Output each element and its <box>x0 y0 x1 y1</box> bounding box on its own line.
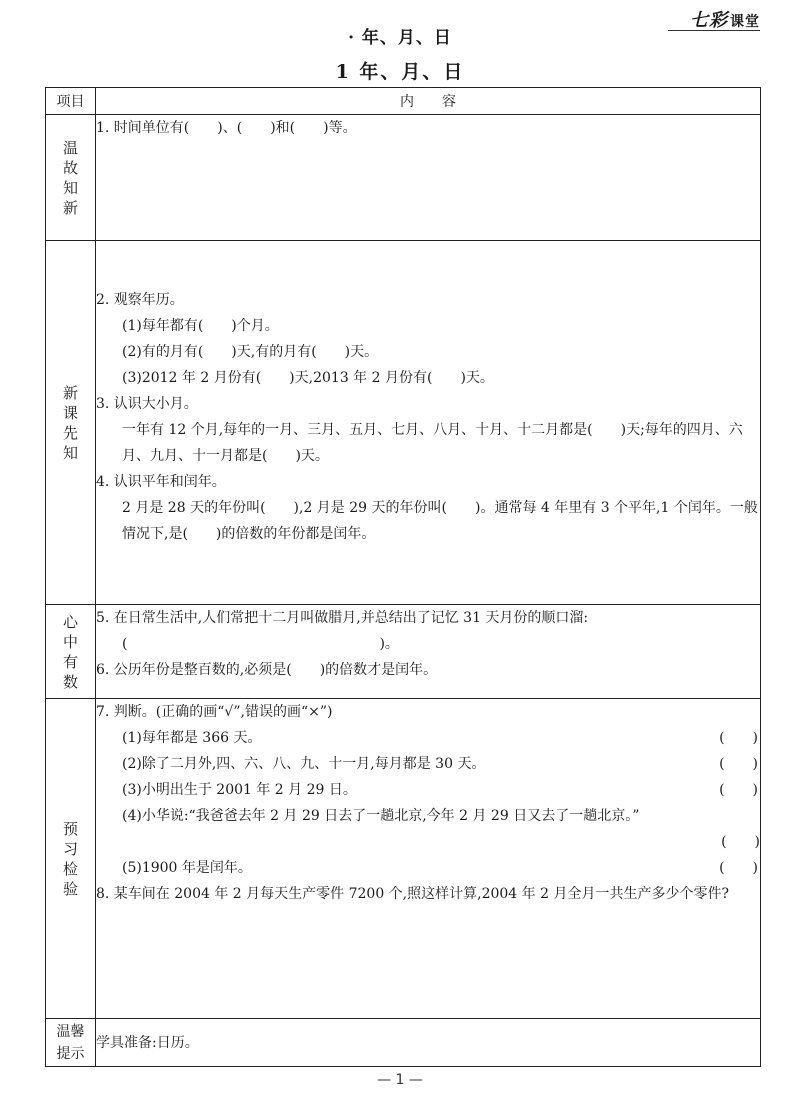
section-check <box>46 699 761 1019</box>
section-label-mind: 心中有数 <box>62 612 78 691</box>
judge-text-3: (3)小明出生于 2001 年 2 月 29 日。 <box>122 782 357 798</box>
table-header-row <box>46 88 761 115</box>
question-5-blank: ( )。 <box>122 636 399 652</box>
preview-content <box>96 241 761 605</box>
page-number: — 1 — <box>377 1072 423 1088</box>
section-label-check: 预习检验 <box>62 819 78 898</box>
mind-content <box>96 605 761 699</box>
tips-text: 学具准备:日历。 <box>96 1034 199 1051</box>
question-2-3: (3)2012 年 2 月份有( )天,2013 年 2 月份有( )天。 <box>122 370 494 386</box>
header-content: 内 容 <box>96 88 761 115</box>
section-mind <box>46 605 761 699</box>
judge-item-5 <box>96 855 760 881</box>
worksheet-table <box>45 87 761 1067</box>
judge-text-4: (4)小华说:“我爸爸去年 2 月 29 日去了一趟北京,今年 2 月 29 日又去了一趟北京。” <box>122 808 640 824</box>
section-label-tips: 温馨提示 <box>56 1023 85 1062</box>
question-7: 7. 判断。(正确的画“√”,错误的画“×”) <box>96 704 333 720</box>
judge-item-1 <box>96 725 760 751</box>
question-8: 8. 某车间在 2004 年 2 月每天生产零件 7200 个,照这样计算,2004 年 2 月全月一共生产多少个零件? <box>96 886 729 902</box>
brand-script: 七彩 <box>690 10 728 31</box>
question-2-1: (1)每年都有( )个月。 <box>122 318 279 334</box>
judge-text-2: (2)除了二月外,四、六、八、九、十一月,每月都是 30 天。 <box>122 756 486 772</box>
check-content <box>96 699 761 1019</box>
section-label-preview: 新课先知 <box>62 383 78 462</box>
lesson-title: 1 年、月、日 <box>335 61 465 83</box>
unit-title: · 年、月、日 <box>348 28 452 48</box>
question-2: 2. 观察年历。 <box>96 292 184 308</box>
brand-rest: 课堂 <box>730 14 760 30</box>
question-4-text: 2 月是 28 天的年份叫( ),2 月是 29 天的年份叫( )。通常每 4 年里有 3 个平年,1 个闰年。一般情况下,是( )的倍数的年份都是闰年。 <box>122 500 758 542</box>
question-6: 6. 公历年份是整百数的,必须是( )的倍数才是闰年。 <box>96 662 438 678</box>
review-content <box>96 115 761 241</box>
answer-bracket-3[interactable]: ( ) <box>719 782 758 798</box>
answer-bracket-1[interactable]: ( ) <box>719 730 758 746</box>
answer-bracket-2[interactable]: ( ) <box>719 756 758 772</box>
header-item: 项目 <box>46 88 96 115</box>
tips-content <box>96 1019 761 1067</box>
answer-bracket-4[interactable]: ( ) <box>721 834 760 850</box>
judge-item-2 <box>96 751 760 777</box>
question-4: 4. 认识平年和闰年。 <box>96 474 226 490</box>
question-2-2: (2)有的月有( )天,有的月有( )天。 <box>122 344 379 360</box>
judge-text-1: (1)每年都是 366 天。 <box>122 730 262 746</box>
question-5: 5. 在日常生活中,人们常把十二月叫做腊月,并总结出了记忆 31 天月份的顺口溜: <box>96 610 589 626</box>
section-review <box>46 115 761 241</box>
question-3: 3. 认识大小月。 <box>96 396 198 412</box>
answer-bracket-5[interactable]: ( ) <box>719 860 758 876</box>
question-3-text: 一年有 12 个月,每年的一月、三月、五月、七月、八月、十月、十二月都是( )天;每年的四月、六月、九月、十一月都是( )天。 <box>122 422 743 464</box>
section-label-review: 温故知新 <box>62 138 78 217</box>
judge-item-3 <box>96 777 760 803</box>
section-preview <box>46 241 761 605</box>
judge-item-4 <box>96 803 760 855</box>
section-tips <box>46 1019 761 1067</box>
question-1: 1. 时间单位有( )、( )和( )等。 <box>96 120 357 136</box>
judge-text-5: (5)1900 年是闰年。 <box>122 860 252 876</box>
